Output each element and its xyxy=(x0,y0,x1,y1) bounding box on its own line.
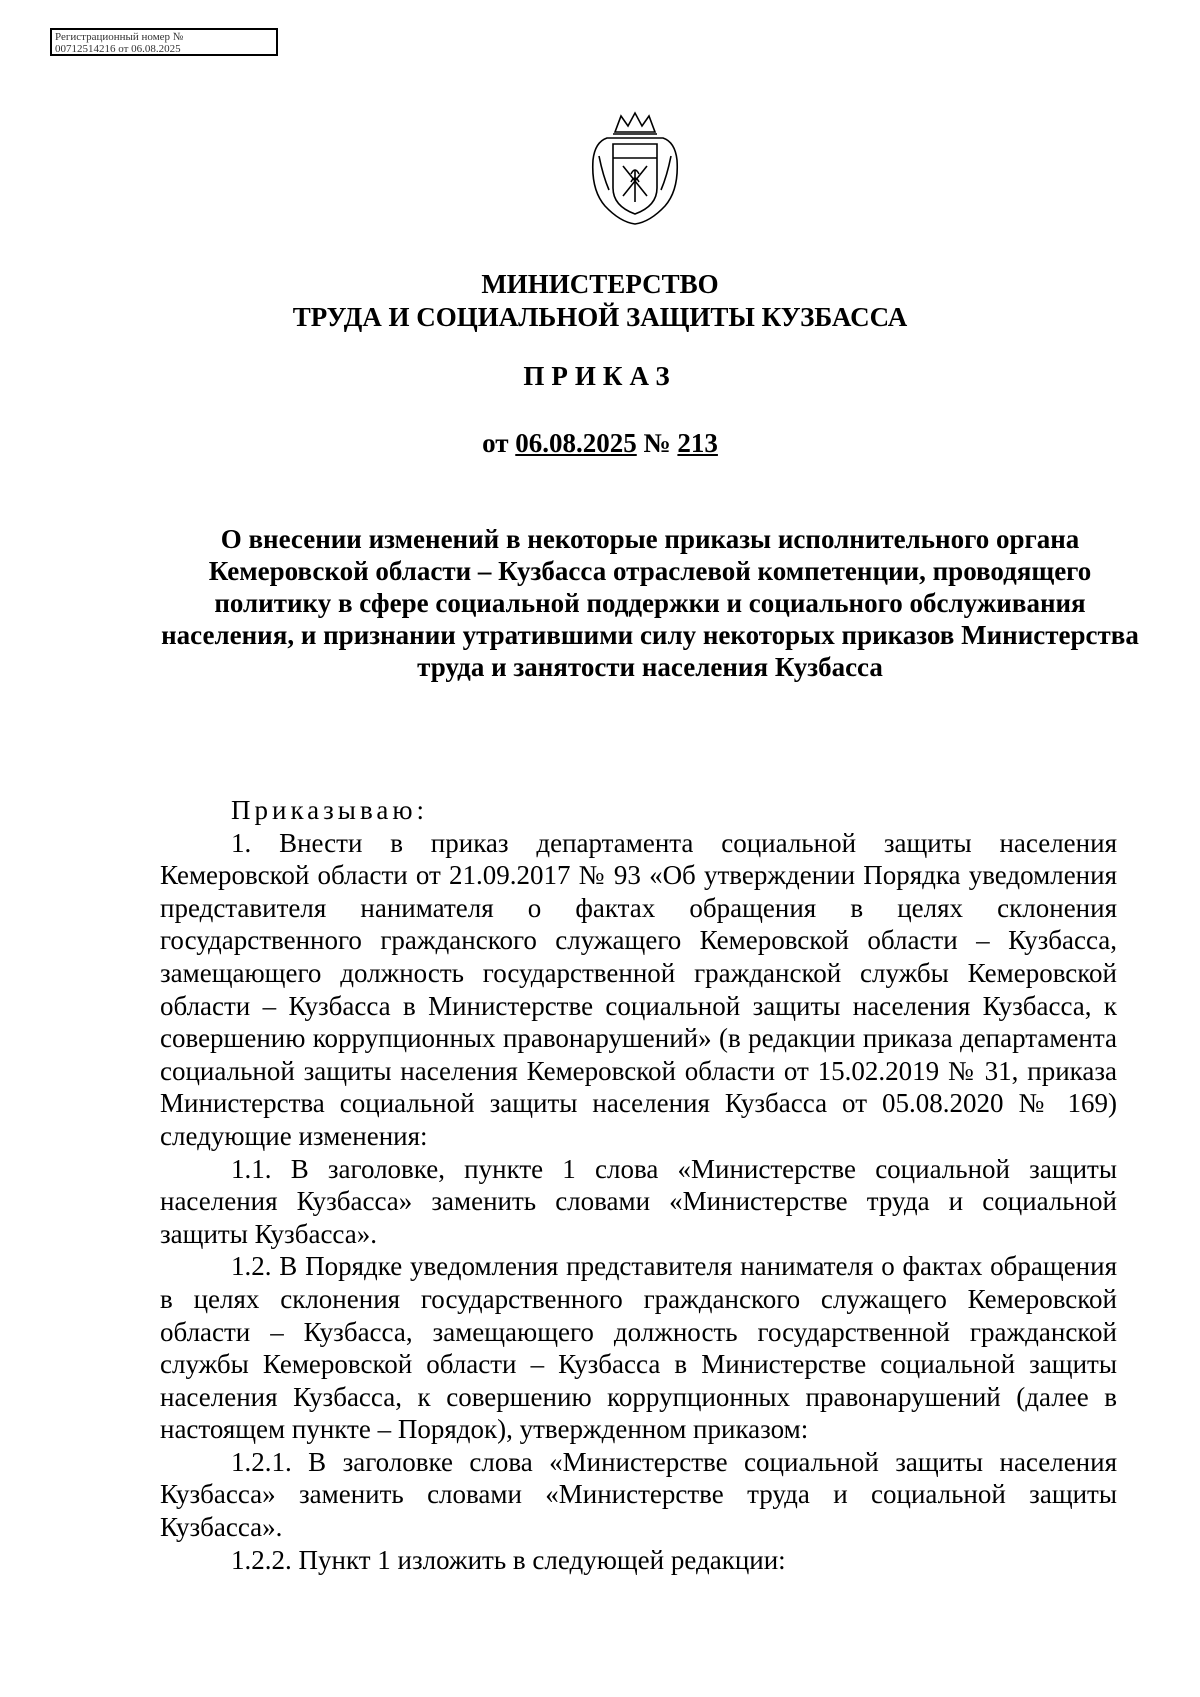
order-date: 06.08.2025 xyxy=(515,428,637,458)
order-date-number xyxy=(0,427,1200,460)
date-prefix: от xyxy=(482,428,509,458)
document-title: О внесении изменений в некоторые приказы исполнительного органа Кемеровской области – Кузбасса отраслевой компетенции, проводящего политику в сфере социальной поддержки и социального обслуживания населения, и признании утратившими силу некоторых приказов Министерства труда и занятости населения Кузбасса xyxy=(161,524,1139,682)
document-type: ПРИКАЗ xyxy=(523,361,677,391)
ministry-line-2: ТРУДА И СОЦИАЛЬНОЙ ЗАЩИТЫ КУЗБАССА xyxy=(292,302,908,332)
paragraph-1-2-2: 1.2.2. Пункт 1 изложить в следующей редакции: xyxy=(231,1544,786,1575)
ministry-line-1: МИНИСТЕРСТВО xyxy=(481,269,719,299)
document-body xyxy=(160,794,1117,1576)
ministry-heading xyxy=(0,268,1200,334)
paragraph-1-1: 1.1. В заголовке, пункте 1 слова «Министерстве социальной защиты населения Кузбасса» заменить словами «Министерстве труда и социальной защиты Кузбасса». xyxy=(160,1153,1117,1249)
order-number: 213 xyxy=(677,428,718,458)
registration-line-2: 00712514216 от 06.08.2025 xyxy=(55,43,181,55)
paragraph-1: 1. Внести в приказ департамента социальной защиты населения Кемеровской области от 21.09.2017 № 93 «Об утверждении Порядка уведомления представителя нанимателя о фактах обращения в целях склонения государственного гражданского служащего Кемеровской области – Кузбасса, замещающего должность государственной гражданской службы Кемеровской области – Кузбасса в Министерстве социальной защиты населения Кузбасса, к совершению коррупционных правонарушений» (в редакции приказа департамента социальной защиты населения Кемеровской области от 15.02.2019 № 31, приказа Министерства социальной защиты населения Кузбасса от 05.08.2020 № 169) следующие изменения: xyxy=(160,827,1117,1151)
order-word: Приказываю: xyxy=(231,795,428,825)
paragraph-1-2-1: 1.2.1. В заголовке слова «Министерстве социальной защиты населения Кузбасса» заменить словами «Министерстве труда и социальной защиты Кузбасса». xyxy=(160,1446,1117,1543)
number-sign: № xyxy=(643,428,671,458)
registration-line-1: Регистрационный номер № xyxy=(55,31,184,43)
paragraph-1-2: 1.2. В Порядке уведомления представителя нанимателя о фактах обращения в целях склонения государственного гражданского служащего Кемеровской области – Кузбасса, замещающего должность государственной гражданской службы Кемеровской области – Кузбасса в Министерстве социальной защиты населения Кузбасса, к совершению коррупционных правонарушений (далее в настоящем пункте – Порядок), утвержденном приказом: xyxy=(160,1251,1117,1445)
registration-stamp xyxy=(50,28,278,56)
coat-of-arms-icon xyxy=(585,110,685,226)
